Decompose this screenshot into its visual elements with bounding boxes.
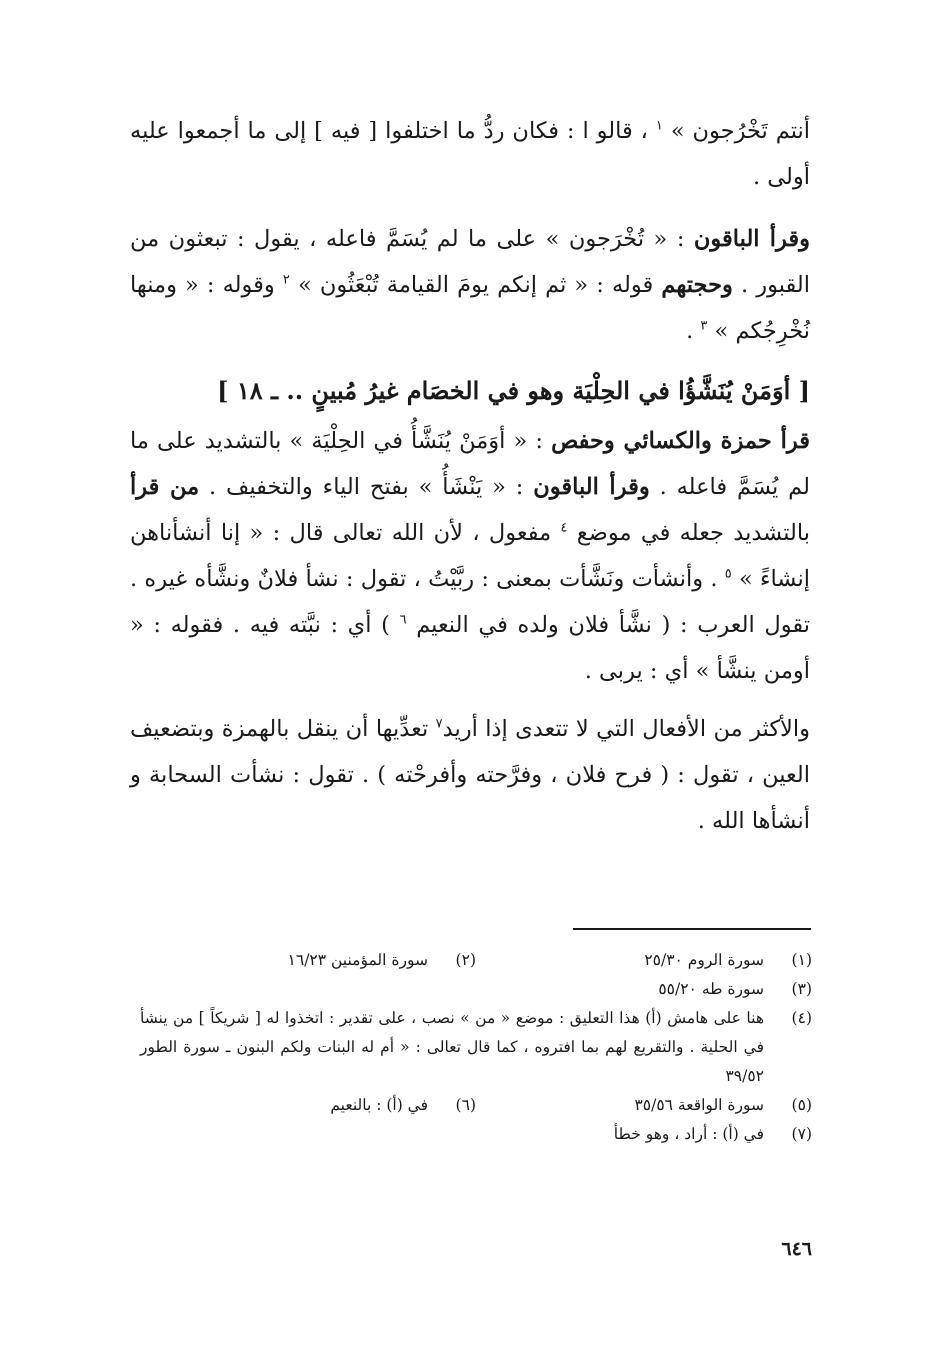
footnote-ref[interactable]: ١ xyxy=(655,118,663,134)
footnote-number: (٥) xyxy=(791,1096,812,1114)
footnote-ref[interactable]: ٤ xyxy=(560,520,568,536)
text: : « تُخْرَجون » على ما لم يُسَمَّ فاعله ، يقول : تبعثون من القبور . xyxy=(130,226,810,298)
main-text xyxy=(130,108,810,844)
text: . وأنشأت ونَشَّأت بمعنى : ربَّيْتُ ، تقول : نشأ فلانٌ ونشَّأه غيره . تقول العرب : ( نشَّأ فلان ولده في النعيم xyxy=(130,566,810,638)
paragraph-1 xyxy=(130,108,810,200)
footnote-text: هنا على هامش (أ) هذا التعليق : موضع « من » نصب ، على تقدير : اتخذوا له [ شريكاً ] من ينشأ في الحلية . والتقريع لهم بما افتروه ، كما قال تعالى : « أم له البنات ولكم البنون ـ سورة الطور ٣٩/٥٢ xyxy=(140,1009,764,1085)
text: ، قالو ا : فكان ردُّ ما اختلفوا [ فيه ] إلى ما أجمعوا عليه أولى . xyxy=(130,118,810,190)
footnote-text: في (أ) : بالنعيم xyxy=(330,1096,428,1114)
footnote-number: (٣) xyxy=(791,980,812,998)
paragraph-3 xyxy=(130,418,810,694)
footnote-4 xyxy=(140,1004,812,1091)
footnote-number: (٢) xyxy=(455,951,476,969)
footnote-ref[interactable]: ٦ xyxy=(399,612,407,628)
footnote-2 xyxy=(140,946,476,975)
verse-heading: [ أوَمَنْ يُنَشَّؤُا في الحِلْيَة وهو في الخصَام غيرُ مُبينٍ .. ـ ١٨ ] xyxy=(217,376,810,405)
footnote-number: (٤) xyxy=(791,1009,812,1027)
footnote-number: (٧) xyxy=(791,1125,812,1143)
footnote-row xyxy=(140,1120,812,1149)
reader-heading: وقرأ الباقون xyxy=(693,226,810,252)
footnote-row xyxy=(140,946,812,975)
text: : « أوَمَنْ يُنَشَّأُ في الحِلْيَة » بالتشديد على ما لم يُسَمَّ فاعله . xyxy=(130,428,811,500)
footnote-7 xyxy=(476,1120,812,1149)
text: وقوله : « ومنها نُخْرِجُكم » xyxy=(130,272,810,344)
text: مفعول ، لأن الله تعالى قال : « إنا أنشأناهن إنشاءً » xyxy=(130,520,811,592)
text: تعدِّيها أن ينقل بالهمزة وبتضعيف العين ، تقول : ( فرح فلان ، وفرَّحته وأفرحْته ) . تقول : نشأت السحابة و أنشأها الله . xyxy=(130,716,810,834)
text: قوله : « ثم إنكم يومَ القيامة تُبْعَثُون » xyxy=(289,272,662,298)
paragraph-4 xyxy=(130,706,810,844)
footnote-divider xyxy=(573,928,811,930)
paragraph-2 xyxy=(130,216,810,354)
text: بالتشديد جعله في موضع xyxy=(567,520,810,546)
footnote-text: سورة الروم ٢٥/٣٠ xyxy=(644,951,764,969)
footnotes xyxy=(140,946,812,1149)
text: ) أي : نبَّته فيه . فقوله : « أومن ينشَّأ » أي : يربى . xyxy=(130,612,810,684)
footnote-3 xyxy=(476,975,812,1004)
footnote-1 xyxy=(476,946,812,975)
reader-heading: وقرأ الباقون xyxy=(533,474,650,500)
text: أنتم تَخْرُجون » xyxy=(662,118,811,144)
footnote-text: سورة طه ٥٥/٢٠ xyxy=(658,980,764,998)
text: والأكثر من الأفعال التي لا تتعدى إذا أريد xyxy=(442,716,810,742)
footnote-row xyxy=(140,1091,812,1120)
footnote-text: في (أ) : أراد ، وهو خطأ xyxy=(613,1125,764,1143)
footnote-ref[interactable]: ٣ xyxy=(700,318,708,334)
footnote-6 xyxy=(140,1091,476,1120)
footnote-number: (١) xyxy=(791,951,812,969)
text: : « يَنْشَأُ » بفتح الياء والتخفيف . xyxy=(199,474,534,500)
footnote-ref[interactable]: ٢ xyxy=(282,272,290,288)
page-number: ٦٤٦ xyxy=(781,1238,812,1260)
reader-heading: قرأ حمزة والكسائي وحفص xyxy=(551,428,810,454)
footnote-ref[interactable]: ٧ xyxy=(435,716,443,732)
reader-heading: من قرأ xyxy=(130,474,200,500)
footnote-ref[interactable]: ٥ xyxy=(724,566,732,582)
footnote-text: سورة الواقعة ٣٥/٥٦ xyxy=(634,1096,764,1114)
argument-heading: وحجتهم xyxy=(661,272,733,298)
footnote-text: سورة المؤمنين ١٦/٢٣ xyxy=(287,951,428,969)
footnote-row xyxy=(140,975,812,1004)
footnote-5 xyxy=(476,1091,812,1120)
footnote-number: (٦) xyxy=(455,1096,476,1114)
text: . xyxy=(686,318,701,344)
